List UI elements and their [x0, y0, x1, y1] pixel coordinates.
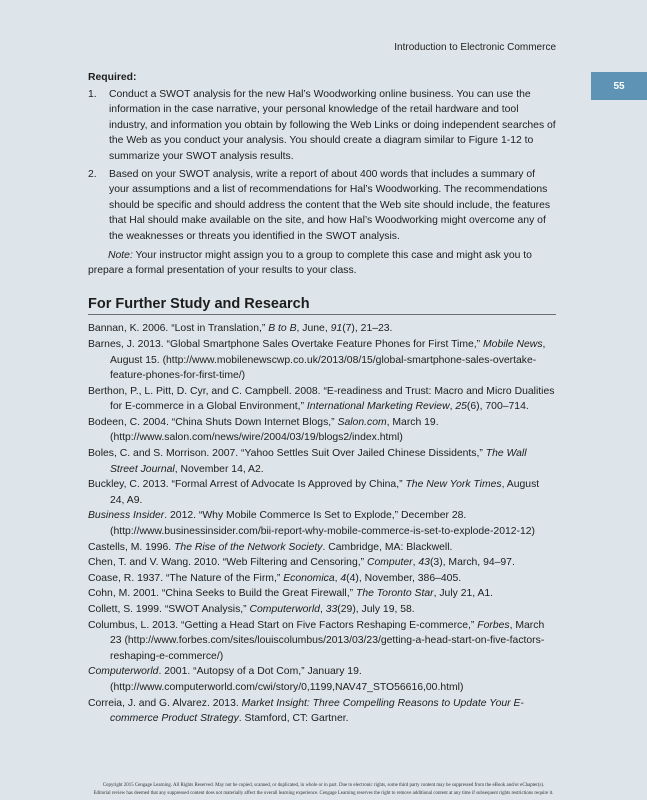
reference-text: , — [334, 572, 341, 584]
reference-italic: Computer — [366, 557, 413, 569]
note-label: Note: — [108, 249, 133, 261]
reference-italic: Computerworld — [88, 666, 159, 678]
reference-italic: The Rise of the Network Society — [174, 541, 323, 553]
reference-italic: The Toronto Star — [355, 588, 434, 600]
note-paragraph — [88, 248, 556, 279]
reference-text: (4), November, 386–405. — [346, 572, 462, 584]
reference-entry — [88, 571, 556, 587]
reference-italic: The New York Times — [405, 479, 502, 491]
reference-italic: Economica — [283, 572, 335, 584]
page-number: 55 — [613, 80, 625, 92]
reference-text: , March 23 (http://www.forbes.com/sites/louiscolumbus/2013/03/23/getting-a-head-start-on-five-factors-reshaping-e-commerce/) — [110, 619, 545, 662]
reference-italic: 43 — [418, 557, 430, 569]
reference-entry — [88, 415, 556, 446]
reference-entry — [88, 508, 556, 539]
reference-entry — [88, 586, 556, 602]
reference-italic: 4 — [340, 572, 347, 584]
reference-text: , — [319, 604, 326, 615]
footer-line: Editorial review has deemed that any suppressed content does not materially affect the overall learning experience. Cengage Learning reserves the right to remove additional content at any time if subsequent rights restrictions require it. — [93, 791, 554, 796]
reference-italic: Mobile News — [483, 338, 543, 350]
reference-text: , August 15. (http://www.mobilenewscwp.co.uk/2013/08/15/global-smartphone-sales-overtake-feature-phones-for-first-time/) — [110, 338, 546, 382]
reference-italic: The Wall Street Journal — [110, 448, 527, 475]
item-number: 2. — [88, 168, 97, 180]
reference-text: Berthon, P., L. Pitt, D. Cyr, and C. Campbell. 2008. “E-readiness and Trust: Macro and Micro Dualities for E-commerce in a Global Environment,” — [88, 385, 555, 413]
reference-italic: Salon.com — [337, 416, 387, 428]
required-item — [88, 167, 556, 245]
reference-italic: Market Insight: Three Compelling Reasons to Update Your E-commerce Product Strategy — [110, 697, 524, 725]
reference-entry — [88, 555, 556, 571]
footer-line: Copyright 2015 Cengage Learning. All Rights Reserved. May not be copied, scanned, or duplicated, in whole or in part. Due to electronic rights, some third party content may be suppressed from the eBook and/or eChapter(s). — [102, 783, 545, 788]
reference-text: , August 24, A9. — [110, 479, 540, 506]
reference-entry — [88, 321, 556, 337]
reference-text: . 2001. “Autopsy of a Dot Com,” January 19. (http://www.computerworld.com/cwi/story/0,1199,NAV47_STO56616,00.html) — [110, 666, 464, 693]
reference-text: . 2012. “Why Mobile Commerce Is Set to Explode,” December 28. (http://www.businessinsider.com/bii-report-why-mobile-commerce-is-set-to-explode-2012-12) — [110, 510, 536, 538]
reference-text: , June, — [296, 323, 331, 335]
page-number-tab — [591, 72, 647, 100]
reference-text: . Stamford, CT: Gartner. — [238, 713, 349, 725]
reference-entry — [88, 337, 556, 384]
reference-text: Bodeen, C. 2004. “China Shuts Down Internet Blogs,” — [88, 416, 338, 428]
reference-text: (7), 21–23. — [342, 323, 393, 335]
reference-italic: Forbes — [477, 619, 510, 631]
page-content — [88, 70, 556, 727]
reference-text: . Cambridge, MA: Blackwell. — [322, 541, 453, 553]
item-text: Conduct a SWOT analysis for the new Hal’s Woodworking online business. You can use the information in the case narrative, your personal knowledge of the retail hardware and tool industry, and information you obtain by following the Web Links or doing independent searches of the Web as you conduct your analysis. You should create a diagram similar to Figure 1-12 to summarize your SWOT analysis results. — [109, 88, 556, 162]
reference-entry — [88, 540, 556, 556]
reference-entry — [88, 664, 556, 695]
reference-text: (6), 700–714. — [466, 401, 529, 413]
reference-italic: B to B — [268, 323, 297, 335]
required-heading: Required: — [88, 72, 137, 83]
reference-text: Cohn, M. 2001. “China Seeks to Build the Great Firewall,” — [88, 588, 356, 600]
reference-text: Boles, C. and S. Morrison. 2007. “Yahoo Settles Suit Over Jailed Chinese Dissidents,” — [88, 448, 486, 460]
reference-italic: Computerworld — [249, 604, 320, 615]
item-number: 1. — [88, 88, 97, 100]
reference-text: , — [449, 401, 456, 413]
reference-text: Castells, M. 1996. — [88, 541, 175, 553]
reference-text: , November 14, A2. — [174, 463, 264, 475]
required-item — [88, 87, 556, 165]
section-heading: For Further Study and Research — [88, 297, 556, 316]
reference-italic: 91 — [330, 323, 343, 335]
reference-text: (3), March, 94–97. — [429, 557, 515, 569]
reference-text: , — [412, 557, 419, 569]
reference-italic: 25 — [455, 401, 467, 413]
reference-entry — [88, 618, 556, 665]
reference-entry — [88, 602, 556, 618]
note-text: Your instructor might assign you to a group to complete this case and might ask you to prepare a formal presentation of your results to your class. — [88, 249, 532, 277]
reference-text: Bannan, K. 2006. “Lost in Translation,” — [88, 323, 269, 335]
reference-text: Coase, R. 1937. “The Nature of the Firm,” — [88, 572, 284, 584]
reference-list — [88, 321, 556, 726]
reference-italic: 33 — [325, 604, 338, 615]
reference-text: , July 21, A1. — [433, 588, 494, 600]
reference-entry — [88, 384, 556, 415]
reference-text: Barnes, J. 2013. “Global Smartphone Sales Overtake Feature Phones for First Time,” — [88, 338, 484, 350]
reference-entry — [88, 477, 556, 508]
reference-entry — [88, 696, 556, 727]
running-head: Introduction to Electronic Commerce — [394, 42, 556, 53]
reference-text: Columbus, L. 2013. “Getting a Head Start on Five Factors Reshaping E-commerce,” — [88, 619, 478, 631]
reference-text: Buckley, C. 2013. “Formal Arrest of Advocate Is Approved by China,” — [88, 479, 406, 491]
reference-italic: International Marketing Review — [306, 401, 450, 413]
reference-text: Collett, S. 1999. “SWOT Analysis,” — [88, 604, 250, 615]
reference-italic: Business Insider — [88, 510, 165, 522]
item-text: Based on your SWOT analysis, write a report of about 400 words that includes a summary of your assumptions and a list of recommendations for Hal’s Woodworking. The recommendations should be specific and should address the content that the Web site should include, the features that Hal should make available on the site, and how Hal’s Woodworking might overcome any of the weaknesses or threats you identified in the SWOT analysis. — [109, 168, 551, 242]
reference-text: (29), July 19, 58. — [337, 604, 415, 615]
reference-entry — [88, 446, 556, 477]
reference-text: Chen, T. and V. Wang. 2010. “Web Filtering and Censoring,” — [88, 557, 367, 569]
reference-text: , March 19. (http://www.salon.com/news/wire/2004/03/19/blogs2/index.html) — [110, 416, 439, 444]
reference-text: Correia, J. and G. Alvarez. 2013. — [88, 697, 242, 709]
copyright-footer — [0, 782, 647, 798]
